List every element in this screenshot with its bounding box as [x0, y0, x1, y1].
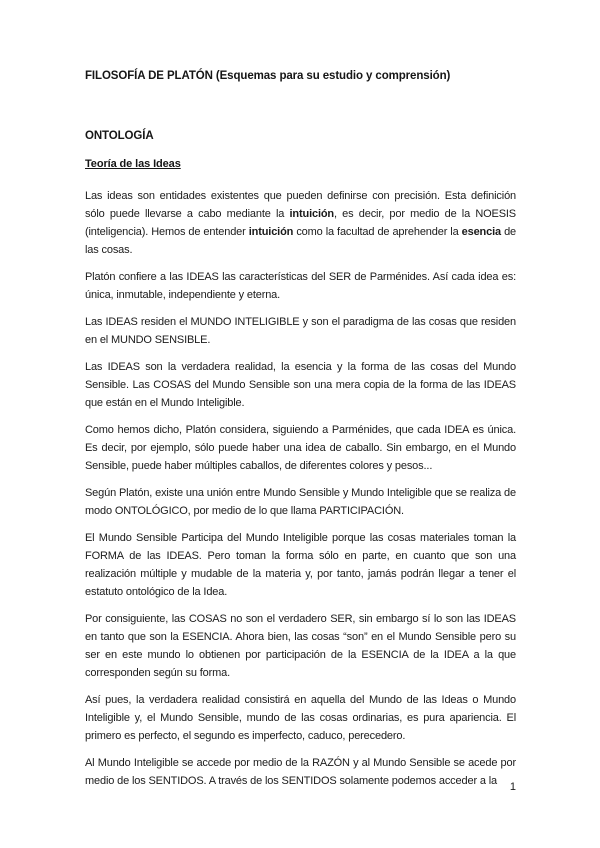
document-body	[85, 70, 516, 799]
subsection-heading-teoria-de-las-ideas: Teoría de las Ideas	[85, 158, 181, 170]
paragraph-idea-unica-caballo: Como hemos dicho, Platón considera, siguiendo a Parménides, que cada IDEA es única. Es decir, por ejemplo, sólo puede haber una idea de caballo. Sin embargo, en el Mundo Sensible, puede haber múltiples caballos, de diferentes colores y pesos...	[85, 424, 516, 472]
paragraph-union-ontologica-participacion: Según Platón, existe una unión entre Mundo Sensible y Mundo Inteligible que se realiza de modo ONTOLÓGICO, por medio de lo que llama PARTICIPACIÓN.	[85, 487, 516, 517]
paragraph-cosas-no-verdadero-ser: Por consiguiente, las COSAS no son el verdadero SER, sin embargo sí lo son las IDEAS en tanto que son la ESENCIA. Ahora bien, las cosas “son” en el Mundo Sensible pero su ser en este mundo lo obtienen por participación de la ESENCIA de la IDEA a la que corresponden según su forma.	[85, 613, 516, 679]
page-number: 1	[509, 781, 516, 793]
paragraph-verdadera-realidad-apariencia: Así pues, la verdadera realidad consistirá en aquella del Mundo de las Ideas o Mundo Inteligible y, el Mundo Sensible, mundo de las cosas ordinarias, es pura apariencia. El primero es perfecto, el segundo es imperfecto, caduco, perecedero.	[85, 694, 516, 742]
paragraph-las-ideas-definicion: Las ideas son entidades existentes que pueden definirse con precisión. Esta definición sólo puede llevarse a cabo mediante la intuición, es decir, por medio de la NOESIS (inteligencia). Hemos de entender intuición como la facultad de aprehender la esencia de las cosas.	[85, 190, 516, 256]
paragraph-razon-sentidos: Al Mundo Inteligible se accede por medio de la RAZÓN y al Mundo Sensible se acede por medio de los SENTIDOS. A través de los SENTIDOS solamente podemos acceder a la	[85, 757, 516, 787]
paragraph-ideas-verdadera-realidad: Las IDEAS son la verdadera realidad, la esencia y la forma de las cosas del Mundo Sensible. Las COSAS del Mundo Sensible son una mera copia de la forma de las IDEAS que están en el Mundo Inteligible.	[85, 361, 516, 409]
paragraph-caracteristicas-ser-parmenides: Platón confiere a las IDEAS las características del SER de Parménides. Así cada idea es: única, inmutable, independiente y eterna.	[85, 271, 516, 301]
section-heading-ontologia: ONTOLOGÍA	[85, 130, 154, 142]
document-title: FILOSOFÍA DE PLATÓN (Esquemas para su estudio y comprensión)	[85, 70, 451, 82]
paragraph-ideas-mundo-inteligible: Las IDEAS residen el MUNDO INTELIGIBLE y son el paradigma de las cosas que residen en el MUNDO SENSIBLE.	[85, 316, 516, 346]
paragraph-mundo-sensible-participa: El Mundo Sensible Participa del Mundo Inteligible porque las cosas materiales toman la FORMA de las IDEAS. Pero toman la forma sólo en parte, en cuanto que son una realización múltiple y mudable de la materia y, por tanto, jamás podrán llegar a tener el estatuto ontológico de la Idea.	[85, 532, 516, 598]
